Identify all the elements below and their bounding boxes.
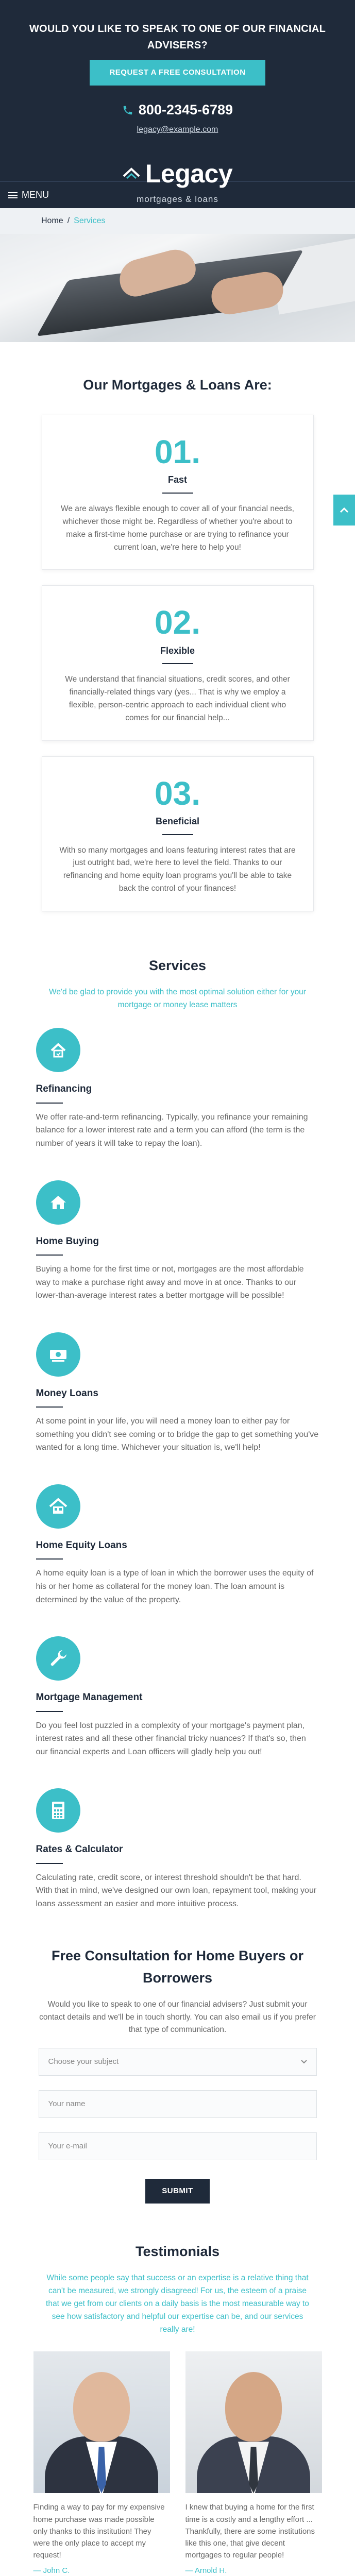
contact-email-link[interactable]: legacy@example.com <box>137 125 218 134</box>
feature-card <box>42 756 314 911</box>
breadcrumb-home[interactable]: Home <box>41 216 63 226</box>
promo-text: WOULD YOU LIKE TO SPEAK TO ONE OF OUR FINANCIAL ADVISERS? <box>29 23 326 51</box>
phone-text: 800-2345-6789 <box>138 102 233 117</box>
testimonial-card <box>33 2351 170 2576</box>
section-heading: Free Consultation for Home Buyers or Borrowers <box>51 1947 304 1986</box>
feature-title: Fast <box>167 474 187 485</box>
service-title[interactable]: Mortgage Management <box>36 1692 143 1703</box>
service-title[interactable]: Money Loans <box>36 1387 98 1399</box>
wrench-icon[interactable] <box>36 1636 80 1681</box>
service-title[interactable]: Home Equity Loans <box>36 1540 127 1551</box>
request-consultation-button[interactable]: REQUEST A FREE CONSULTATION <box>90 60 265 86</box>
divider <box>162 834 193 835</box>
contact-block <box>0 99 355 137</box>
testimonial-quote: I knew that buying a home for the first time is a costly and a lengthy effort ... Thankfully, there are some institutions like this one, that give decent mortgages to regular people! <box>185 2503 315 2560</box>
service-title[interactable]: Rates & Calculator <box>36 1844 123 1855</box>
refinance-icon[interactable] <box>36 1028 80 1072</box>
service-text: A home equity loan is a type of loan in which the borrower uses the equity of his or her home as collateral for the money loan. The loan amount is determined by the value of the property. <box>36 1569 314 1604</box>
feature-card <box>42 585 314 740</box>
testimonial-quote: Finding a way to pay for my expensive home purchase was made possible only thanks to this institution! They were the only place to accept my request! <box>33 2503 165 2560</box>
breadcrumb <box>0 208 355 234</box>
divider <box>36 1711 63 1712</box>
chevron-down-icon <box>301 2060 307 2064</box>
service-title[interactable]: Refinancing <box>36 1083 92 1095</box>
divider <box>36 1255 63 1256</box>
section-heading: Services <box>148 957 207 973</box>
divider <box>162 493 193 494</box>
money-icon[interactable] <box>36 1332 80 1377</box>
logo-name: Legacy <box>145 159 233 188</box>
service-text: We offer rate-and-term refinancing. Typically, you refinance your remaining balance for a lower interest rate and a term you can afford (the term is the number of years it will take to repay the loan). <box>36 1112 308 1148</box>
section-heading: Testimonials <box>135 2244 220 2260</box>
service-text: Buying a home for the first time or not, mortgages are the most affordable way to make a purchase right away and move in at once. Thanks to our lower-than-average interest rates a better mortgage will be possible! <box>36 1265 304 1300</box>
hamburger-icon[interactable] <box>8 191 18 200</box>
divider <box>162 663 193 664</box>
divider <box>36 1103 63 1104</box>
testimonial-photo <box>33 2351 170 2493</box>
email-field-placeholder: Your e-mail <box>48 2142 87 2151</box>
subject-select-value: Choose your subject <box>48 2057 119 2066</box>
divider <box>36 1406 63 1408</box>
breadcrumb-separator: / <box>67 216 70 226</box>
testimonials-intro: While some people say that success or an expertise is a relative thing that can't be measured, we strongly disagreed! For us, the esteem of a praise that we get from our clients on a daily basis is the most measurable way to see how satisfactory and helpful our expertise can be, and our services really are! <box>46 2274 309 2334</box>
feature-text: With so many mortgages and loans featuring interest rates that are just outright bad, we're here to level the field. Thanks to our refinancing and home equity loan programs you'll be able to take back the control of your finances! <box>59 845 296 893</box>
feature-title: Flexible <box>160 645 195 656</box>
service-item <box>36 1180 319 1302</box>
mortgages-section <box>0 342 355 911</box>
home-icon[interactable] <box>36 1180 80 1225</box>
service-item <box>36 1332 319 1454</box>
breadcrumb-current: Services <box>74 216 106 226</box>
feature-text: We understand that financial situations, credit scores, and other financially-related things vary (yes... That is why we employ a flexible, person-centric approach to each individual client who comes for our financial help... <box>65 675 290 722</box>
service-text: Calculating rate, credit score, or interest threshold shouldn't be that hard. With that in mind, we've designed our own loan, repayment tool, making your loans assessment an easier and more intuitive process. <box>36 1873 317 1908</box>
feature-title: Beneficial <box>155 816 200 826</box>
consultation-section <box>0 1941 355 2204</box>
subject-select[interactable] <box>39 2048 317 2076</box>
phone-icon <box>122 105 133 116</box>
divider <box>36 1863 63 1864</box>
testimonial-photo <box>185 2351 322 2493</box>
menu-toggle[interactable]: MENU <box>22 190 49 200</box>
service-item <box>36 1636 319 1758</box>
feature-number: 03. <box>155 774 200 812</box>
hero-image <box>0 234 355 342</box>
divider <box>36 1558 63 1560</box>
service-title[interactable]: Home Buying <box>36 1235 99 1247</box>
email-field[interactable] <box>39 2132 317 2160</box>
logo-tagline: mortgages & loans <box>137 194 218 204</box>
name-field-placeholder: Your name <box>48 2099 86 2109</box>
submit-button[interactable]: SUBMIT <box>145 2179 210 2204</box>
logo-roof-icon <box>123 167 140 180</box>
service-item <box>36 1788 319 1910</box>
calculator-icon[interactable] <box>36 1788 80 1833</box>
testimonial-author: — Arnold H. <box>185 2566 227 2575</box>
consultation-form <box>39 2048 317 2204</box>
feature-number: 01. <box>155 433 200 471</box>
feature-number: 02. <box>155 604 200 641</box>
services-intro: We'd be glad to provide you with the most optimal solution either for your mortgage or money lease matters <box>49 987 306 1009</box>
home-equity-icon[interactable] <box>36 1484 80 1529</box>
consultation-intro: Would you like to speak to one of our financial advisers? Just submit your contact details and we'll be in touch shortly. You can also email us if you prefer that type of communication. <box>39 1999 316 2035</box>
service-text: At some point in your life, you will need a money loan to either pay for something you didn't see coming or to bridge the gap to get something you've wanted for a long time. Whichever your situation is, we'll help! <box>36 1417 319 1452</box>
service-item <box>36 1484 319 1606</box>
testimonial-card <box>185 2351 322 2576</box>
testimonials-grid <box>33 2351 322 2576</box>
testimonial-author: — John C. <box>33 2566 70 2575</box>
services-section <box>0 927 355 1911</box>
section-heading: Our Mortgages & Loans Are: <box>83 377 272 393</box>
feature-card <box>42 415 314 570</box>
name-field[interactable] <box>39 2090 317 2118</box>
feature-text: We are always flexible enough to cover all of your financial needs, whichever those might be. Regardless of whether you're about to make a first-time home purchase or are trying to refinance your current loan, we're here to help you! <box>61 504 294 552</box>
phone-number[interactable] <box>122 99 233 121</box>
floating-side-button[interactable] <box>333 495 355 526</box>
chevron-up-icon <box>340 507 349 513</box>
service-text: Do you feel lost puzzled in a complexity of your mortgage's payment plan, interest rates and all these other financial tricky nuances? If that's so, then our financial experts and Loan officers will gladly help you out! <box>36 1721 306 1756</box>
service-item <box>36 1028 319 1150</box>
testimonials-section <box>0 2204 355 2576</box>
